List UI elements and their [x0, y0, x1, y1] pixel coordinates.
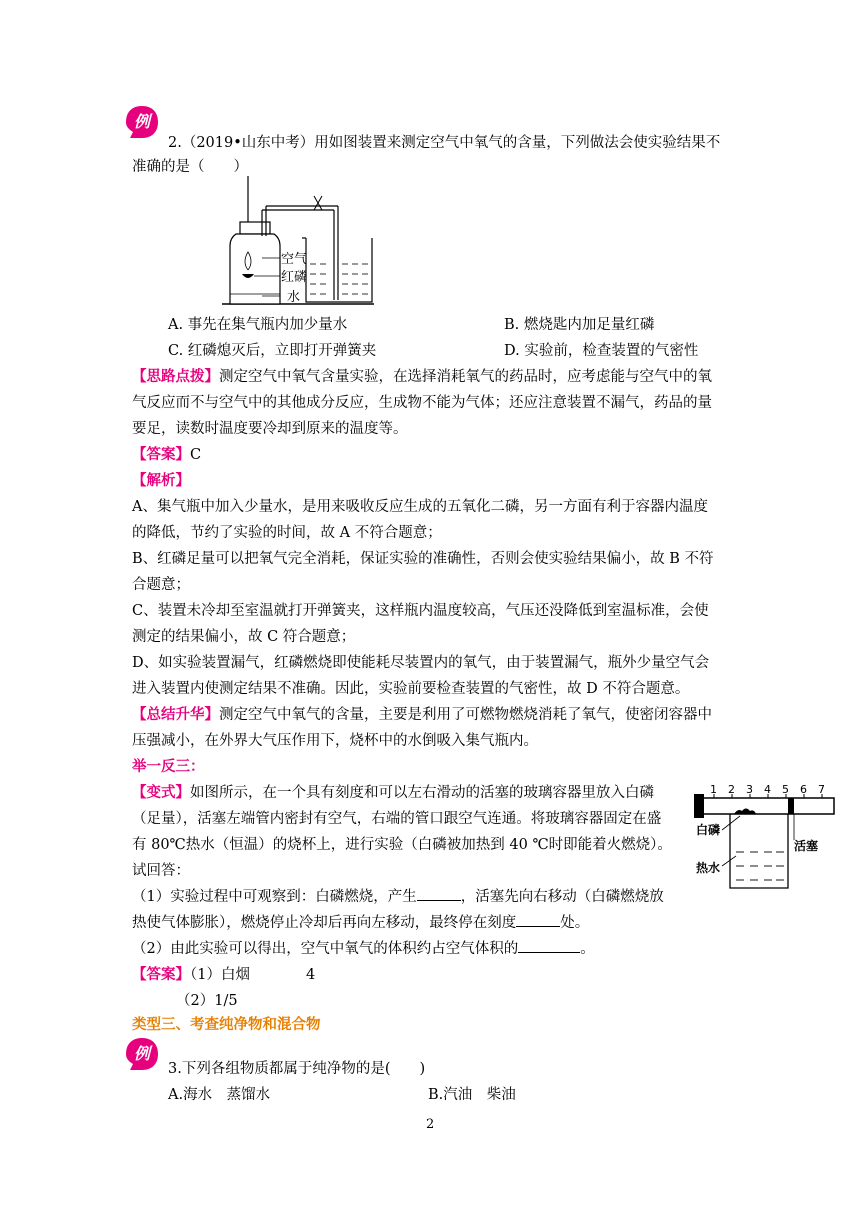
variant-q2-text-a: （2）由此实验可以得出，空气中氧气的体积约占空气体积的 — [132, 941, 519, 957]
analysis-line-4: C、装置未冷却至室温就打开弹簧夹，这样瓶内温度较高，气压还没降低到室温标准，会使 — [132, 603, 709, 619]
example-badge — [124, 104, 160, 140]
q3-option-a: A.海水 蒸馏水 — [168, 1087, 271, 1103]
q2-option-a: A. 事先在集气瓶内加少量水 — [168, 317, 348, 333]
summary-tag: 【总结升华】 — [132, 706, 219, 723]
answer-blank-scale[interactable] — [516, 910, 560, 927]
analysis-line-1: 的降低，节约了实验的时间，故 A 不符合题意； — [132, 525, 442, 541]
q3-stem: 3.下列各组物质都属于纯净物的是( ) — [168, 1061, 426, 1077]
variant-line2: （足量），活塞左端管内密封有空气，右端的管口跟空气连通。将玻璃容器固定在盛 — [132, 811, 662, 827]
answer2-tag: 【答案】 — [132, 966, 190, 983]
piston-figure — [690, 784, 840, 894]
page-number: 2 — [426, 1117, 435, 1132]
scale-5: 5 — [782, 784, 789, 796]
variant-line1 — [132, 780, 654, 806]
apparatus-figure — [222, 176, 382, 308]
q3-option-b: B.汽油 柴油 — [428, 1087, 516, 1103]
scale-4: 4 — [764, 784, 771, 796]
q2-option-c: C. 红磷熄灭后，立即打开弹簧夹 — [168, 343, 377, 359]
example-badge-label: 例 — [133, 112, 150, 131]
variant-q2-text-b: 。 — [580, 941, 595, 957]
variant-text1: 如图所示，在一个具有刻度和可以左右滑动的活塞的玻璃容器里放入白磷 — [190, 785, 654, 801]
scale-1: 1 — [710, 784, 717, 796]
q2-option-b: B. 燃烧匙内加足量红磷 — [504, 317, 655, 333]
summary-line2: 压强减小，在外界大气压作用下，烧杯中的水倒吸入集气瓶内。 — [132, 733, 538, 749]
analysis-line-6: D、如实验装置漏气，红磷燃烧即使能耗尽装置内的氧气，由于装置漏气，瓶外少量空气会 — [132, 655, 710, 671]
variant-q1-text-d: 处。 — [560, 915, 590, 931]
answer2-a1: （1）白烟 — [190, 967, 250, 983]
variant-line3: 有 80℃热水（恒温）的烧杯上，进行实验（白磷被加热到 40 ℃时即能着火燃烧）。 — [132, 837, 672, 853]
analysis-line-7: 进入装置内使测定结果不准确。因此，实验前要检查装置的气密性，故 D 不符合题意。 — [132, 681, 690, 697]
analysis-line-5: 测定的结果偏小，故 C 符合题意； — [132, 629, 356, 645]
fig-label-white-phosphorus: 白磷 — [696, 823, 721, 837]
fig-label-phosphorus: 红磷 — [281, 270, 308, 285]
answer2-a1b: 4 — [305, 967, 316, 983]
hint-text1: 测定空气中氧气含量实验，在选择消耗氧气的药品时，应考虑能与空气中的氧 — [219, 369, 712, 385]
example-badge-2 — [124, 1036, 160, 1072]
hint-line1 — [132, 364, 712, 390]
variant-line4: 试回答： — [132, 863, 190, 879]
analysis-line-2: B、红磷足量可以把氧气完全消耗，保证实验的准确性，否则会使实验结果偏小，故 B 不符 — [132, 551, 714, 567]
fig-label-piston: 活塞 — [794, 839, 819, 853]
answer2-line1 — [132, 962, 315, 988]
hint-tag: 【思路点拨】 — [132, 368, 219, 385]
answer1-line — [132, 442, 201, 468]
variant-q1-text-b: ，活塞先向右移动（白磷燃烧放 — [460, 889, 664, 905]
example-badge-2-label: 例 — [133, 1044, 150, 1063]
answer1-value: C — [190, 447, 202, 463]
type3-heading: 类型三、考查纯净物和混合物 — [132, 1016, 321, 1033]
variant-q2-line — [132, 936, 595, 962]
scale-2: 2 — [728, 784, 735, 796]
fig-label-water: 水 — [287, 290, 301, 305]
analysis-line-3: 合题意； — [132, 577, 190, 593]
scale-3: 3 — [746, 784, 753, 796]
scale-7: 7 — [818, 784, 825, 796]
hint-line2: 气反应而不与空气中的其他成分反应，生成物不能为气体；还应注意装置不漏气，药品的量 — [132, 395, 712, 411]
variant-tag: 【变式】 — [132, 784, 190, 801]
variant-q1-text-c: 热使气体膨胀），燃烧停止冷却后再向左移动，最终停在刻度 — [132, 915, 517, 931]
fig-label-hot-water: 热水 — [696, 861, 721, 875]
analysis-tag: 【解析】 — [132, 472, 190, 489]
answer2-line2: （2）1/5 — [176, 993, 238, 1009]
q2-stem-line1: 2.（2019•山东中考）用如图装置来测定空气中氧气的含量，下列做法会使实验结果不 — [168, 135, 721, 151]
answer-blank-smoke[interactable] — [417, 884, 461, 901]
q2-stem-line2: 准确的是（ ） — [132, 159, 248, 175]
answer-blank-fraction[interactable] — [518, 936, 580, 953]
answer1-tag: 【答案】 — [132, 446, 190, 463]
variant-heading: 举一反三： — [132, 758, 205, 775]
scale-6: 6 — [800, 784, 807, 796]
variant-q1-line1 — [132, 884, 664, 910]
fig-label-air: 空气 — [281, 252, 308, 267]
summary-text1: 测定空气中氧气的含量，主要是利用了可燃物燃烧消耗了氧气，使密闭容器中 — [219, 707, 712, 723]
hint-line3: 要足，读数时温度要冷却到原来的温度等。 — [132, 421, 408, 437]
summary-line1 — [132, 702, 712, 728]
variant-q1-line2 — [132, 910, 589, 936]
analysis-line-0: A、集气瓶中加入少量水，是用来吸收反应生成的五氧化二磷，另一方面有利于容器内温度 — [132, 499, 708, 515]
q2-option-d: D. 实验前，检查装置的气密性 — [504, 343, 699, 359]
variant-q1-text-a: （1）实验过程中可观察到：白磷燃烧，产生 — [132, 889, 417, 905]
